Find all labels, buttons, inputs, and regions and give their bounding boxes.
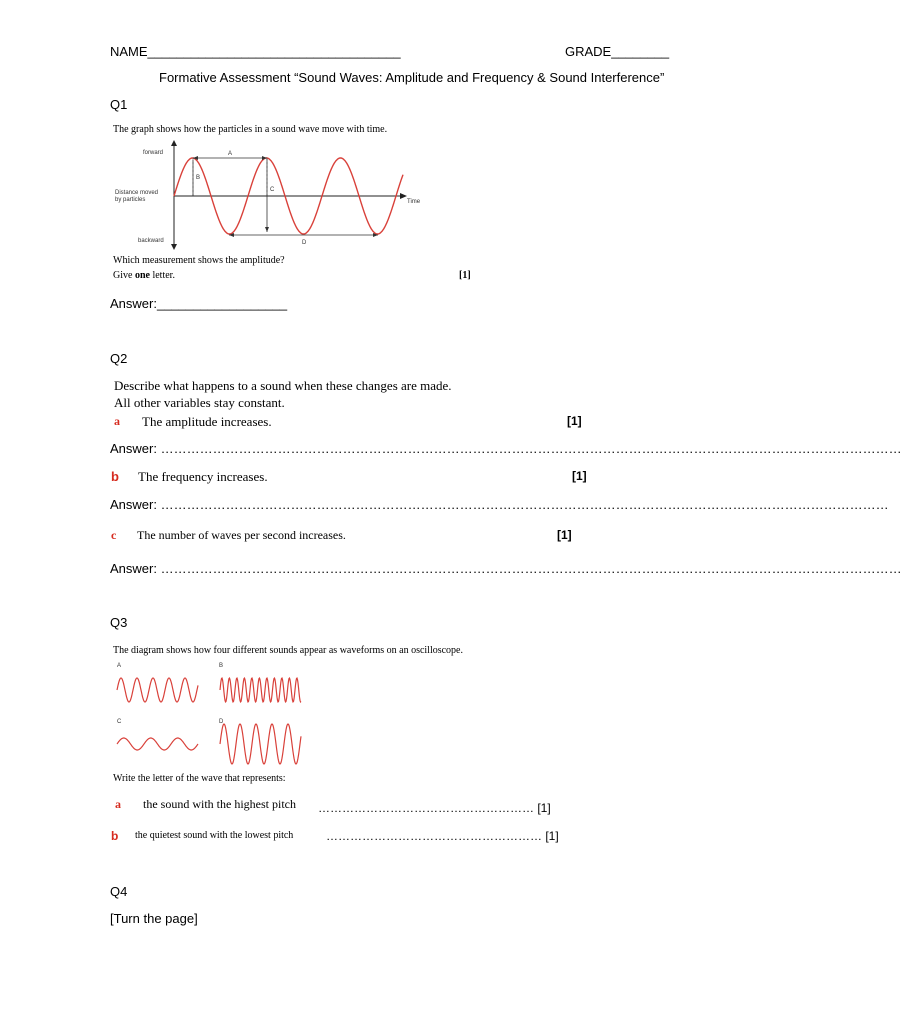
- q1-intro: The graph shows how the particles in a sound wave move with time.: [113, 124, 388, 135]
- q3-intro: The diagram shows how four different sounds appear as waveforms on an oscilloscope.: [113, 645, 463, 656]
- q3b-answer-blank[interactable]: ……………………………………………… [1]: [326, 829, 559, 843]
- q2a-text: The amplitude increases.: [142, 414, 272, 429]
- q4-heading: Q4: [110, 884, 128, 899]
- graph-xlabel: Time: [407, 199, 421, 205]
- q1-answer-line[interactable]: Answer:__________________: [110, 296, 288, 311]
- q2c-marks: [1]: [557, 528, 572, 542]
- q2a-answer-line[interactable]: Answer: ………………………………………………………………………………………………………………………………………………………: [110, 441, 902, 456]
- turn-the-page: [Turn the page]: [110, 911, 198, 926]
- wave-label-b: B: [219, 663, 224, 669]
- label-b: B: [196, 175, 201, 181]
- q3a-text: the sound with the highest pitch: [143, 797, 296, 811]
- name-field[interactable]: NAME___________________________________: [110, 44, 401, 59]
- q2-heading: Q2: [110, 351, 128, 366]
- q1-heading: Q1: [110, 97, 128, 112]
- q3b-letter: b: [111, 829, 119, 843]
- label-c: C: [270, 187, 275, 193]
- q2b-text: The frequency increases.: [138, 469, 268, 484]
- wave-c: [117, 738, 198, 750]
- q2c-text: The number of waves per second increases.: [137, 528, 346, 542]
- q2c-letter: c: [111, 528, 117, 542]
- grade-field[interactable]: GRADE________: [565, 44, 670, 59]
- q3a-letter: a: [115, 797, 121, 811]
- graph-forward-label: forward: [143, 150, 164, 156]
- wave-label-a: A: [117, 663, 122, 669]
- q2c-answer-line[interactable]: Answer: ………………………………………………………………………………………………………………………………………………………: [110, 561, 902, 576]
- wave-label-d: D: [219, 719, 224, 725]
- q3a-answer-blank[interactable]: ……………………………………………… [1]: [318, 801, 551, 815]
- wave-b: [220, 678, 301, 702]
- y-axis-arrow-top: [171, 140, 177, 146]
- q2-intro-2: All other variables stay constant.: [114, 395, 285, 410]
- q2b-marks: [1]: [572, 469, 587, 483]
- q2b-letter: b: [111, 469, 119, 484]
- wave-d: [220, 724, 301, 764]
- page-title: Formative Assessment “Sound Waves: Amplitude and Frequency & Sound Interference”: [159, 70, 665, 85]
- q1-question: Which measurement shows the amplitude?: [113, 255, 285, 266]
- q2b-answer-line[interactable]: Answer: ……………………………………………………………………………………………………………………………………………………: [110, 497, 889, 512]
- q3-write-prompt: Write the letter of the wave that represents:: [113, 773, 286, 784]
- graph-ylabel-1: Distance moved: [115, 190, 159, 196]
- label-a: A: [228, 151, 233, 157]
- q2a-letter: a: [114, 414, 120, 428]
- x-axis-arrow: [400, 193, 407, 199]
- graph-ylabel-2: by particles: [115, 197, 146, 203]
- q1-marks: [1]: [459, 270, 471, 281]
- q2a-marks: [1]: [567, 414, 582, 428]
- wave-label-c: C: [117, 719, 122, 725]
- label-d: D: [302, 240, 307, 246]
- q3-oscilloscope-waves: [110, 656, 490, 774]
- q2-intro-1: Describe what happens to a sound when these changes are made.: [114, 378, 452, 393]
- graph-backward-label: backward: [138, 238, 164, 244]
- q3b-text: the quietest sound with the lowest pitch: [135, 830, 294, 841]
- q1-wave-graph: [110, 138, 455, 253]
- wave-a: [117, 678, 198, 702]
- y-axis-arrow-bottom: [171, 244, 177, 250]
- q1-give-one-letter: Give one letter.: [113, 270, 175, 281]
- q3-heading: Q3: [110, 615, 128, 630]
